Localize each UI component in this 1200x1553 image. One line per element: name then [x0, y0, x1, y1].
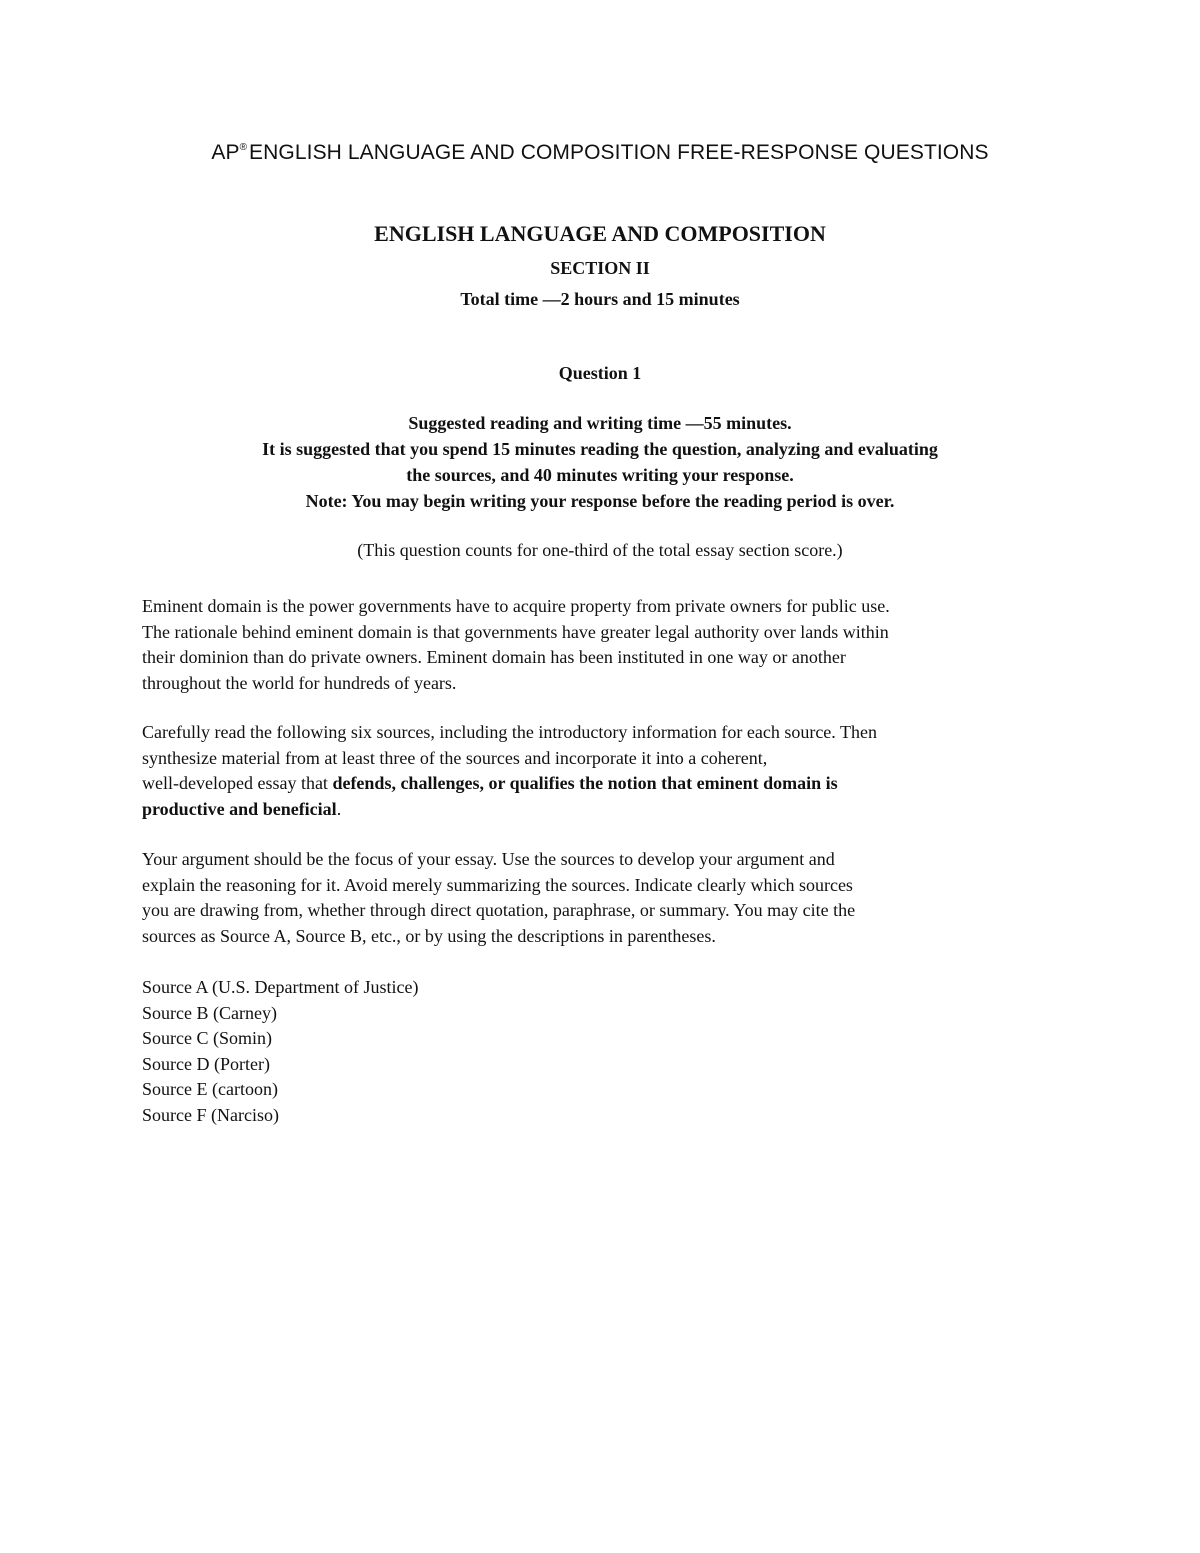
ap-mark: AP [211, 141, 240, 164]
paragraph-line: sources as Source A, Source B, etc., or by using the descriptions in parentheses. [142, 925, 716, 946]
source-item: Source E (cartoon) [142, 1079, 278, 1100]
intro-paragraph [142, 594, 1062, 696]
paragraph-line: explain the reasoning for it. Avoid merely summarizing the sources. Indicate clearly which sources [142, 874, 853, 895]
paragraph-line: Carefully read the following six sources, including the introductory information for each source. Then [142, 722, 877, 742]
running-header-title: ENGLISH LANGUAGE AND COMPOSITION FREE-RESPONSE QUESTIONS [249, 141, 989, 164]
paragraph-line [142, 797, 1062, 823]
paragraph-line: synthesize material from at least three of the sources and incorporate it into a coherent, [142, 747, 768, 768]
question-label: Question 1 [558, 363, 642, 383]
score-note: (This question counts for one-third of the total essay section score.) [357, 540, 843, 560]
paragraph-line: their dominion than do private owners. Eminent domain has been instituted in one way or another [142, 647, 846, 667]
source-item: Source F (Narciso) [142, 1104, 279, 1125]
paragraph-line: throughout the world for hundreds of years. [142, 672, 457, 693]
running-header [0, 141, 1200, 165]
task-emphasis: productive and beneficial [142, 798, 337, 819]
source-item: Source D (Porter) [142, 1053, 270, 1074]
registered-mark: ® [239, 142, 248, 153]
source-item: Source B (Carney) [142, 1002, 277, 1023]
instructions-block [0, 410, 1200, 514]
section-label: SECTION II [550, 258, 650, 278]
paragraph-line: The rationale behind eminent domain is that governments have greater legal authority over lands within [142, 621, 889, 642]
guidance-paragraph [142, 847, 1062, 949]
source-item: Source C (Somin) [142, 1028, 272, 1049]
instructions-line: Suggested reading and writing time —55 minutes. [408, 413, 792, 433]
task-emphasis: defends, challenges, or qualifies the notion that eminent domain is [332, 773, 838, 793]
paragraph-line [142, 771, 1062, 797]
task-paragraph [142, 720, 1062, 822]
instructions-line: Note: You may begin writing your response before the reading period is over. [305, 491, 895, 511]
instructions-line: the sources, and 40 minutes writing your response. [406, 465, 794, 485]
task-text: well-developed essay that [142, 773, 333, 793]
document-title: ENGLISH LANGUAGE AND COMPOSITION [374, 221, 826, 246]
paragraph-line: Eminent domain is the power governments have to acquire property from private owners for public use. [142, 596, 890, 616]
source-item: Source A (U.S. Department of Justice) [142, 977, 419, 997]
instructions-line: It is suggested that you spend 15 minutes reading the question, analyzing and evaluating [262, 439, 938, 459]
paragraph-line: Your argument should be the focus of your essay. Use the sources to develop your argument and [142, 849, 835, 869]
task-text: . [336, 798, 342, 819]
source-list [142, 975, 742, 1129]
total-time: Total time —2 hours and 15 minutes [460, 289, 740, 309]
paragraph-line: you are drawing from, whether through direct quotation, paraphrase, or summary. You may cite the [142, 900, 856, 920]
